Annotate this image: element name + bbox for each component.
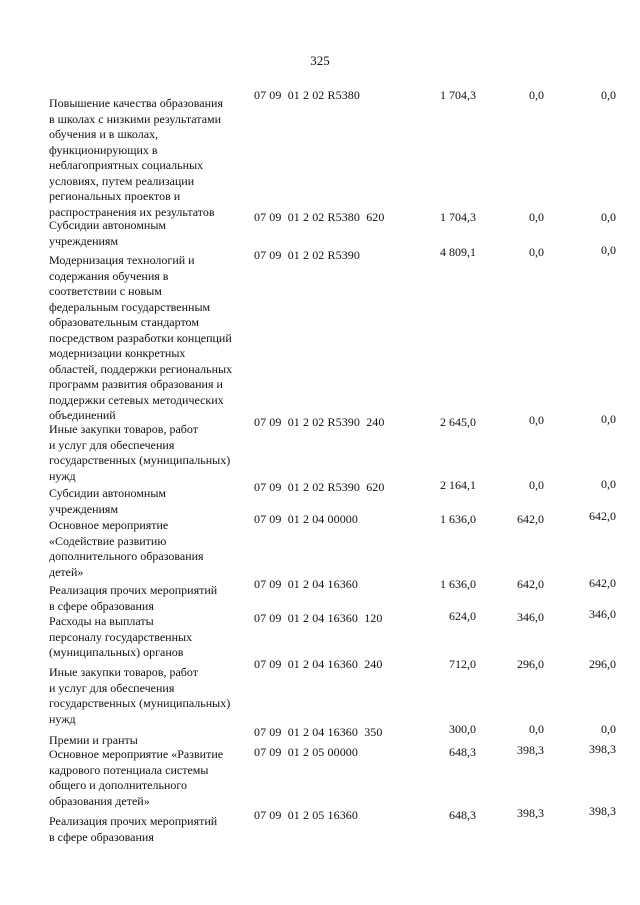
row-value-year-1: 4 809,1 [440,245,476,259]
row-description: Повышение качества образования в школах с низкими результатами обучения и в школах, функционирующих в неблагоприятных социальных условиях, путем реализации региональных проектов и распространения их результатов [49,96,223,219]
row-value-year-3: 642,0 [589,509,616,523]
row-description: Реализация прочих мероприятий в сфере образования [49,583,218,613]
row-value-year-1: 300,0 [449,722,476,736]
row-description: Субсидии автономным учреждениям [49,218,166,248]
row-value-year-1: 712,0 [449,657,476,671]
row-code: 07 09 01 2 04 00000 [254,512,358,526]
row-value-year-2: 0,0 [529,88,544,102]
row-value-year-3: 346,0 [589,607,616,621]
row-code: 07 09 01 2 04 16360 350 [254,725,383,739]
row-value-year-2: 0,0 [529,413,544,427]
row-value-year-3: 398,3 [589,804,616,818]
row-code: 07 09 01 2 04 16360 120 [254,611,383,625]
row-value-year-3: 0,0 [601,210,616,224]
row-value-year-3: 642,0 [589,576,616,590]
row-value-year-1: 648,3 [449,808,476,822]
row-value-year-3: 0,0 [601,477,616,491]
row-code: 07 09 01 2 02 R5390 620 [254,480,385,494]
row-value-year-2: 398,3 [517,806,544,820]
row-code: 07 09 01 2 02 R5390 240 [254,415,385,429]
row-description: Основное мероприятие «Развитие кадрового потенциала системы общего и дополнительного образования детей» [49,747,224,808]
row-code: 07 09 01 2 02 R5380 620 [254,210,385,224]
row-value-year-2: 642,0 [517,512,544,526]
row-value-year-2: 398,3 [517,743,544,757]
row-description: Модернизация технологий и содержания обучения в соответствии с новым федеральным государственным образовательным стандартом посредством разработки концепций модернизации конкретных областей, поддержки региональных программ развития образования и поддержки сетевых методических объединений [49,253,233,422]
row-value-year-3: 0,0 [601,88,616,102]
row-code: 07 09 01 2 02 R5380 [254,88,361,102]
row-value-year-2: 0,0 [529,210,544,224]
row-code: 07 09 01 2 05 16360 [254,808,358,822]
row-code: 07 09 01 2 04 16360 240 [254,657,383,671]
row-value-year-2: 296,0 [517,657,544,671]
row-description: Расходы на выплаты персоналу государственных (муниципальных) органов [49,614,193,659]
row-value-year-1: 624,0 [449,609,476,623]
row-value-year-3: 0,0 [601,722,616,736]
row-value-year-2: 0,0 [529,478,544,492]
row-value-year-2: 0,0 [529,722,544,736]
row-description: Основное мероприятие «Содействие развитию дополнительного образования детей» [49,518,204,579]
row-value-year-1: 2 645,0 [440,415,476,429]
row-value-year-3: 0,0 [601,243,616,257]
row-value-year-1: 648,3 [449,745,476,759]
row-value-year-2: 642,0 [517,577,544,591]
row-code: 07 09 01 2 04 16360 [254,577,358,591]
row-value-year-2: 0,0 [529,245,544,259]
row-description: Премии и гранты [49,733,138,747]
row-description: Иные закупки товаров, работ и услуг для обеспечения государственных (муниципальных) нужд [49,665,231,726]
row-code: 07 09 01 2 02 R5390 [254,248,361,262]
page-number: 325 [310,53,330,68]
row-description: Реализация прочих мероприятий в сфере образования [49,814,218,844]
row-value-year-1: 1 704,3 [440,88,476,102]
row-value-year-3: 296,0 [589,657,616,671]
row-value-year-3: 398,3 [589,742,616,756]
row-value-year-1: 1 704,3 [440,210,476,224]
row-value-year-1: 1 636,0 [440,512,476,526]
row-value-year-2: 346,0 [517,610,544,624]
row-value-year-1: 1 636,0 [440,577,476,591]
row-value-year-1: 2 164,1 [440,478,476,492]
row-code: 07 09 01 2 05 00000 [254,745,358,759]
row-value-year-3: 0,0 [601,412,616,426]
row-description: Иные закупки товаров, работ и услуг для обеспечения государственных (муниципальных) нужд [49,422,231,483]
row-description: Субсидии автономным учреждениям [49,486,166,516]
